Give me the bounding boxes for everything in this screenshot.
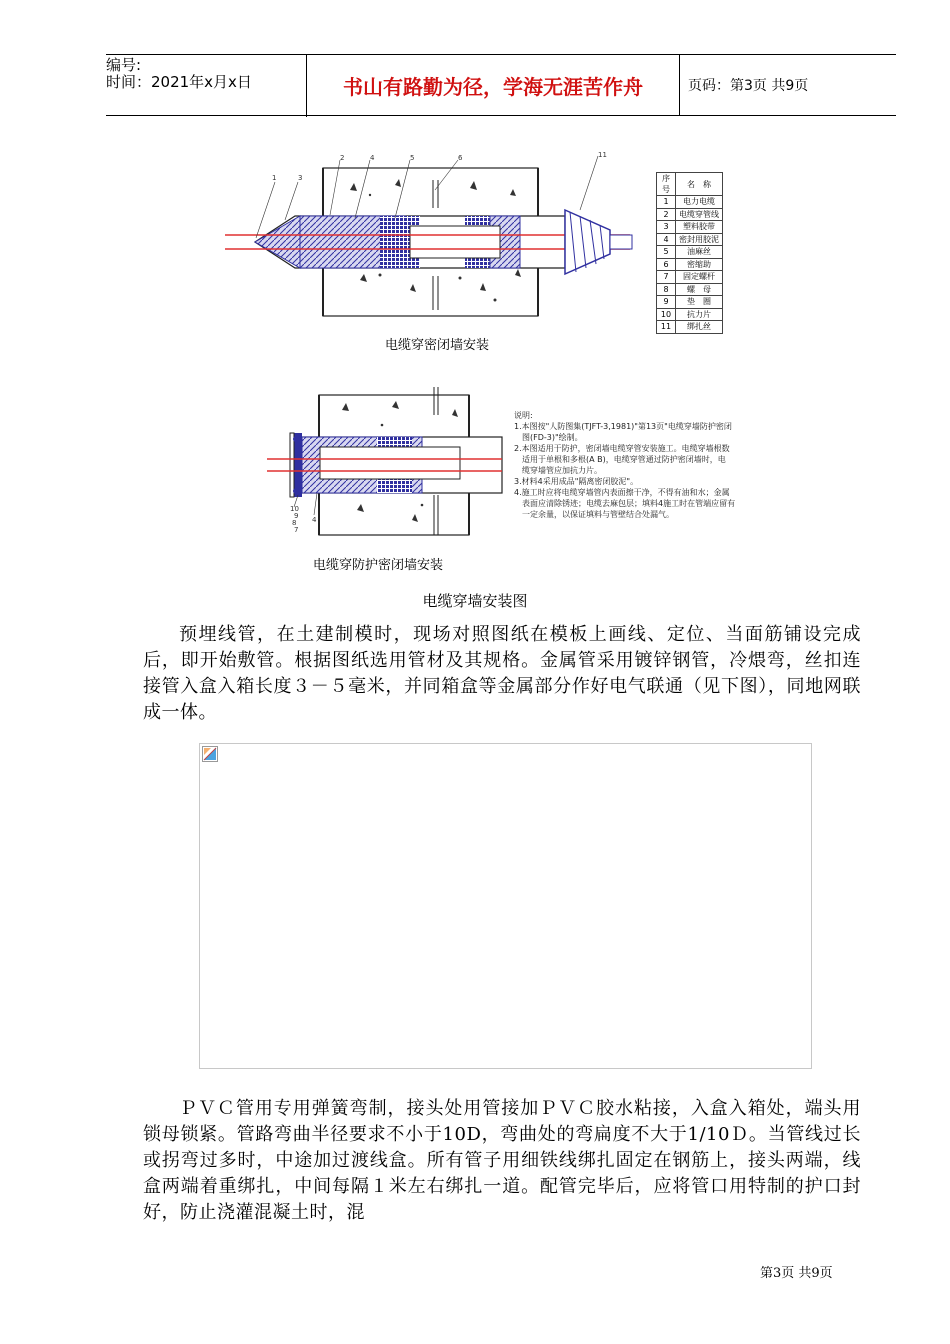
legend-no: 11 [657, 321, 676, 334]
legend-name: 电缆穿管线 [676, 208, 723, 221]
callout-3: 3 [298, 174, 303, 182]
legend-name: 塑料胶带 [676, 221, 723, 234]
legend-name: 绑扎丝 [676, 321, 723, 334]
time-label: 时间：2021年x月x日 [106, 73, 252, 91]
legend-no: 8 [657, 283, 676, 296]
callout-1: 1 [272, 174, 277, 182]
legend-name: 油麻丝 [676, 246, 723, 259]
legend-name: 固定螺杆 [676, 271, 723, 284]
body-paragraph-1 [143, 622, 861, 726]
legend-no: 3 [657, 221, 676, 234]
note-line: 1.本图按"人防图集(TJFT-3,1981)"第13页"电缆穿墙防护密闭 [514, 422, 732, 431]
callout-8: 8 [292, 519, 297, 527]
callout-7: 7 [294, 526, 299, 534]
note-line: 适用于单根和多根(A B)，电缆穿管通过防护密闭墙时，电 [514, 455, 726, 464]
note-line: 图(FD-3)"绘制。 [514, 433, 583, 442]
callout-4b: 4 [312, 516, 317, 524]
callout-9: 9 [294, 512, 299, 520]
legend-name: 密缩助 [676, 258, 723, 271]
note-line: 说明: [514, 411, 533, 420]
note-line: 一定余量，以保证填料与管壁结合处漏气。 [514, 510, 674, 519]
legend-no: 9 [657, 296, 676, 309]
note-line: 4.施工时应将电缆穿墙管内表面擦干净，不得有油和水；金属 [514, 488, 730, 497]
legend-no: 5 [657, 246, 676, 259]
legend-name: 垫 圈 [676, 296, 723, 309]
callout-4: 4 [370, 154, 375, 162]
drawing-notes [514, 410, 764, 520]
legend-no: 2 [657, 208, 676, 221]
cable-wall-drawing-top [220, 150, 640, 320]
legend-no: 7 [657, 271, 676, 284]
legend-name: 抗力片 [676, 308, 723, 321]
legend-no: 4 [657, 233, 676, 246]
legend-header-no: 序号 [657, 173, 676, 196]
image-placeholder [199, 743, 812, 1069]
figure-caption: 电缆穿墙安装图 [422, 592, 528, 610]
paragraph-text: 预埋线管，在土建制模时，现场对照图纸在模板上画线、定位、当面筋铺设完成后，即开始敷管。根据图纸选用管材及其规格。金属管采用镀锌钢管，冷煨弯，丝扣连接管入盒入箱长度３－５毫米，并同箱盒等金属部分作好电气联通（见下图），同地网联成一体。 [143, 624, 861, 723]
bottom-drawing-caption: 电缆穿防护密闭墙安装 [313, 558, 444, 573]
legend-header-name: 名 称 [676, 173, 723, 196]
top-drawing-caption: 电缆穿密闭墙安装 [385, 338, 490, 353]
serial-label: 编号: [106, 56, 142, 74]
legend-name: 电力电缆 [676, 196, 723, 209]
note-line: 3.材料4采用成品"隔离密闭胶泥"。 [514, 477, 639, 486]
header-meta-cell [106, 55, 307, 117]
callout-11: 11 [598, 151, 607, 159]
body-paragraph-2 [143, 1096, 861, 1226]
header-motto: 书山有路勤为径，学海无涯苦作舟 [307, 55, 680, 115]
callout-6: 6 [458, 154, 463, 162]
note-line: 2.本图适用于防护，密闭墙电缆穿管安装施工。电缆穿墙根数 [514, 444, 730, 453]
paragraph-text: ＰＶＣ管用专用弹簧弯制，接头处用管接加ＰＶＣ胶水粘接，入盒入箱处，端头用锁母锁紧。管路弯曲半径要求不小于10D，弯曲处的弯扁度不大于1/10Ｄ。当管线过长或拐弯过多时，中途加过渡线盒。所有管子用细铁线绑扎固定在钢筋上，接头两端，线盒两端着重绑扎，中间每隔１米左右绑扎一道。配管完毕后，应将管口用特制的护口封好，防止浇灌混凝土时，混 [143, 1098, 861, 1223]
legend-no: 10 [657, 308, 676, 321]
page-footer: 第3页 共9页 [760, 1266, 833, 1281]
legend-no: 6 [657, 258, 676, 271]
legend-name: 螺 母 [676, 283, 723, 296]
legend-name: 密封用胶泥 [676, 233, 723, 246]
note-line: 表面应清除锈迹；电缆去麻包层；填料4施工时在管端应留有 [514, 499, 736, 508]
page-header [106, 54, 896, 116]
broken-image-icon [202, 746, 218, 762]
legend-no: 1 [657, 196, 676, 209]
callout-10: 10 [290, 505, 299, 513]
legend-table [656, 172, 723, 334]
header-page-info: 页码：第3页 共9页 [688, 78, 809, 94]
callout-5: 5 [410, 154, 415, 162]
note-line: 缆穿墙管应加抗力片。 [514, 466, 602, 475]
callout-2: 2 [340, 154, 345, 162]
cable-wall-drawing-bottom [262, 385, 507, 545]
